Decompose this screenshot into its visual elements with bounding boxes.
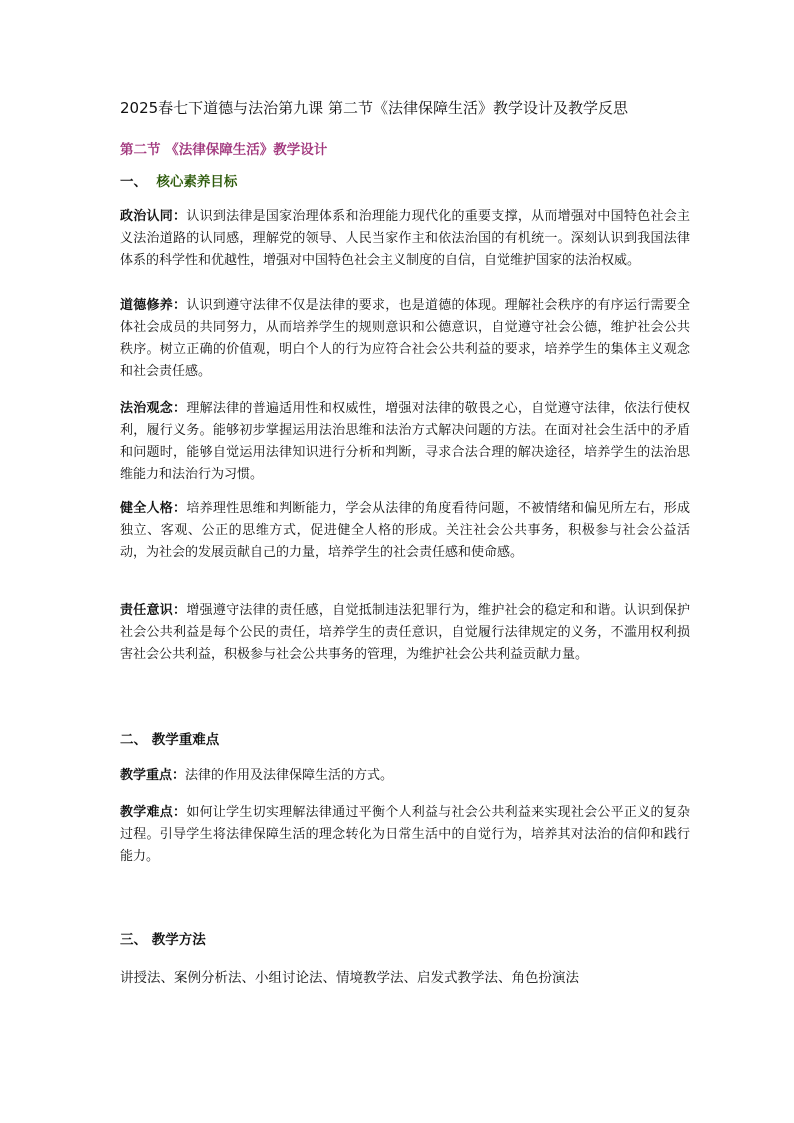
heading-number: 二、 — [120, 732, 147, 748]
difficulty-label: 教学难点： — [120, 805, 187, 820]
teaching-key-point — [120, 765, 690, 787]
goal-text: 增强遵守法律的责任感，自觉抵制违法犯罪行为，维护社会的稳定和和谐。认识到保护社会公共利益是每个公民的责任，培养学生的责任意识，自觉履行法律规定的义务，不滥用权利损害社会公共利益，积极参与社会公共事务的管理，为维护社会公共利益贡献力量。 — [120, 603, 690, 662]
goal-label: 道德修养： — [120, 298, 187, 313]
goal-label: 责任意识： — [120, 603, 187, 618]
goal-text: 认识到遵守法律不仅是法律的要求，也是道德的体现。理解社会秩序的有序运行需要全体社会成员的共同努力，从而培养学生的规则意识和公德意识，自觉遵守社会公德，维护社会公共秩序。树立正确的价值观，明白个人的行为应符合社会公共利益的要求，培养学生的集体主义观念和社会责任感。 — [120, 298, 690, 379]
goal-paragraph-responsibility — [120, 600, 690, 666]
goal-paragraph-rule-of-law — [120, 398, 690, 486]
heading-text: 教学方法 — [151, 932, 206, 948]
teaching-methods-list: 讲授法、案例分析法、小组讨论法、情境教学法、启发式教学法、角色扮演法 — [120, 970, 579, 986]
heading-key-points — [120, 728, 219, 748]
goal-label: 健全人格： — [120, 501, 187, 516]
heading-core-goals — [120, 170, 237, 190]
section-title: 第二节 《法律保障生活》教学设计 — [120, 142, 328, 158]
goal-text: 认识到法律是国家治理体系和治理能力现代化的重要支撑，从而增强对中国特色社会主义法治道路的认同感，理解党的领导、人民当家作主和依法治国的有机统一。深刻认识到我国法律体系的科学性和优越性，增强对中国特色社会主义制度的自信，自觉维护国家的法治权威。 — [120, 209, 690, 268]
document-title: 2025春七下道德与法治第九课 第二节《法律保障生活》教学设计及教学反思 — [120, 99, 628, 117]
key-point-text: 法律的作用及法律保障生活的方式。 — [185, 768, 394, 783]
heading-text: 核心素养目标 — [156, 174, 238, 190]
heading-text: 教学重难点 — [151, 732, 220, 748]
goal-label: 政治认同： — [120, 209, 187, 224]
goal-label: 法治观念： — [120, 401, 187, 416]
key-point-label: 教学重点： — [120, 768, 186, 783]
heading-number: 三、 — [120, 932, 147, 948]
goal-paragraph-political — [120, 206, 690, 272]
goal-paragraph-moral — [120, 295, 690, 383]
heading-teaching-methods — [120, 928, 206, 948]
goal-text: 培养理性思维和判断能力，学会从法律的角度看待问题，不被情绪和偏见所左右，形成独立、客观、公正的思维方式，促进健全人格的形成。关注社会公共事务，积极参与社会公益活动，为社会的发展贡献自己的力量，培养学生的社会责任感和使命感。 — [120, 501, 690, 560]
goal-paragraph-personality — [120, 498, 690, 564]
heading-number: 一、 — [120, 174, 147, 190]
goal-text: 理解法律的普遍适用性和权威性，增强对法律的敬畏之心，自觉遵守法律，依法行使权利，履行义务。能够初步掌握运用法治思维和法治方式解决问题的方法。在面对社会生活中的矛盾和问题时，能够自觉运用法律知识进行分析和判断，寻求合法合理的解决途径，培养学生的法治思维能力和法治行为习惯。 — [120, 401, 690, 482]
teaching-difficulty — [120, 802, 690, 868]
difficulty-text: 如何让学生切实理解法律通过平衡个人利益与社会公共利益来实现社会公平正义的复杂过程。引导学生将法律保障生活的理念转化为日常生活中的自觉行为，培养其对法治的信仰和践行能力。 — [120, 805, 690, 864]
